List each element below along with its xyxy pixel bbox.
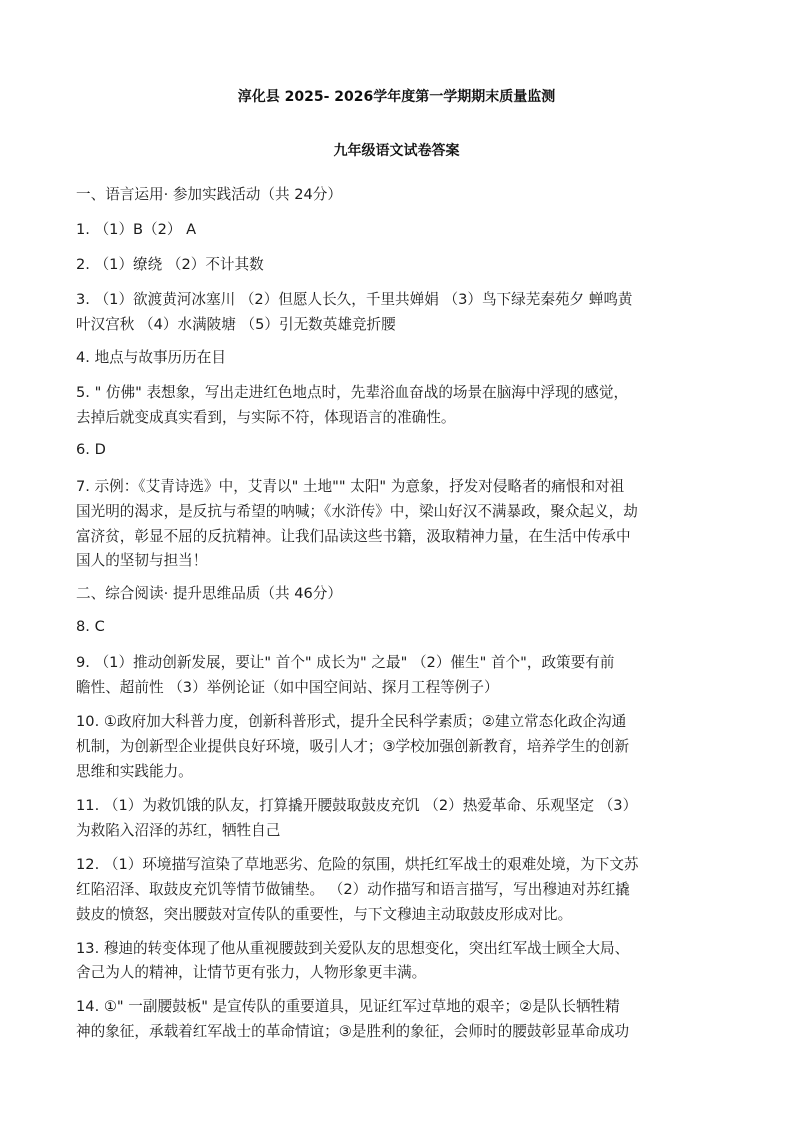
answer-9-line-1: 9. （1）推动创新发展，要让" 首个" 成长为" 之最" （2）催生" 首个"，政策要有前 — [76, 654, 615, 671]
answer-13-line-1: 13. 穆迪的转变体现了他从重视腰鼓到关爱队友的思想变化，突出红军战士顾全大局、 — [76, 940, 630, 957]
answer-12-line-1: 12. （1）环境描写渲染了草地恶劣、危险的氛围，烘托红军战士的艰难处境，为下文苏 — [76, 856, 639, 873]
answer-10-line-1: 10. ①政府加大科普力度，创新科普形式，提升全民科学素质；②建立常态化政企沟通 — [76, 713, 627, 730]
answer-10-line-3: 思维和实践能力。 — [76, 763, 193, 780]
answer-5-line-2: 去掉后就变成真实看到，与实际不符，体现语言的准确性。 — [76, 409, 456, 426]
answer-14-line-1: 14. ①" 一副腰鼓板" 是宣传队的重要道具，见证红军过草地的艰辛；②是队长牺牲精 — [76, 998, 620, 1015]
document-subtitle: 九年级语文试卷答案 — [333, 143, 460, 159]
answer-11-line-1: 11. （1）为救饥饿的队友，打算撬开腰鼓取鼓皮充饥 （2）热爱革命、乐观坚定 （3） — [76, 797, 638, 814]
answer-3-line-2: 叶汉宫秋 （4）水满陂塘 （5）引无数英雄竞折腰 — [76, 316, 396, 333]
answer-12-line-3: 鼓皮的愤怒，突出腰鼓对宣传队的重要性，与下文穆迪主动取鼓皮形成对比。 — [76, 906, 573, 923]
answer-7-line-1: 7. 示例：《艾青诗选》中，艾青以" 土地"" 太阳" 为意象，抒发对侵略者的痛恨和对祖 — [76, 478, 625, 495]
answer-10-line-2: 机制，为创新型企业提供良好环境，吸引人才；③学校加强创新教育，培养学生的创新 — [76, 738, 630, 755]
answer-7-line-4: 国人的坚韧与担当！ — [76, 552, 208, 569]
answer-9-line-2: 瞻性、超前性 （3）举例论证（如中国空间站、探月工程等例子） — [76, 679, 499, 696]
answer-4: 4. 地点与故事历历在目 — [76, 349, 226, 366]
answer-14-line-2: 神的象征，承载着红军战士的革命情谊；③是胜利的象征，会师时的腰鼓彰显革命成功 — [76, 1023, 630, 1040]
answer-1: 1. （1）B（2） A — [76, 221, 197, 238]
answer-5-line-1: 5. " 仿佛" 表想象，写出走进红色地点时，先辈浴血奋战的场景在脑海中浮现的感觉， — [76, 384, 629, 401]
answer-2: 2. （1）缭绕 （2）不计其数 — [76, 256, 264, 273]
answer-6: 6. D — [76, 441, 106, 458]
section-heading-2: 二、综合阅读· 提升思维品质（共 46分） — [76, 585, 342, 602]
answer-13-line-2: 舍己为人的精神，让情节更有张力，人物形象更丰满。 — [76, 964, 427, 981]
answer-7-line-2: 国光明的渴求，是反抗与希望的呐喊；《水浒传》中，梁山好汉不满暴政，聚众起义，劫 — [76, 503, 638, 520]
document-title: 淳化县 2025- 2026学年度第一学期期末质量监测 — [237, 89, 556, 105]
section-heading-1: 一、语言运用· 参加实践活动（共 24分） — [76, 186, 342, 203]
answer-7-line-3: 富济贫，彰显不屈的反抗精神。让我们品读这些书籍，汲取精神力量，在生活中传承中 — [76, 528, 631, 545]
answer-11-line-2: 为救陷入沼泽的苏红，牺牲自己 — [76, 822, 281, 839]
answer-3-line-1: 3. （1）欲渡黄河冰塞川 （2）但愿人长久，千里共婵娟 （3）鸟下绿芜秦苑夕 蝉鸣黄 — [76, 291, 633, 308]
answer-8: 8. C — [76, 618, 105, 635]
answer-12-line-2: 红陷沼泽、取鼓皮充饥等情节做铺垫。 （2）动作描写和语言描写，写出穆迪对苏红撬 — [76, 881, 630, 898]
